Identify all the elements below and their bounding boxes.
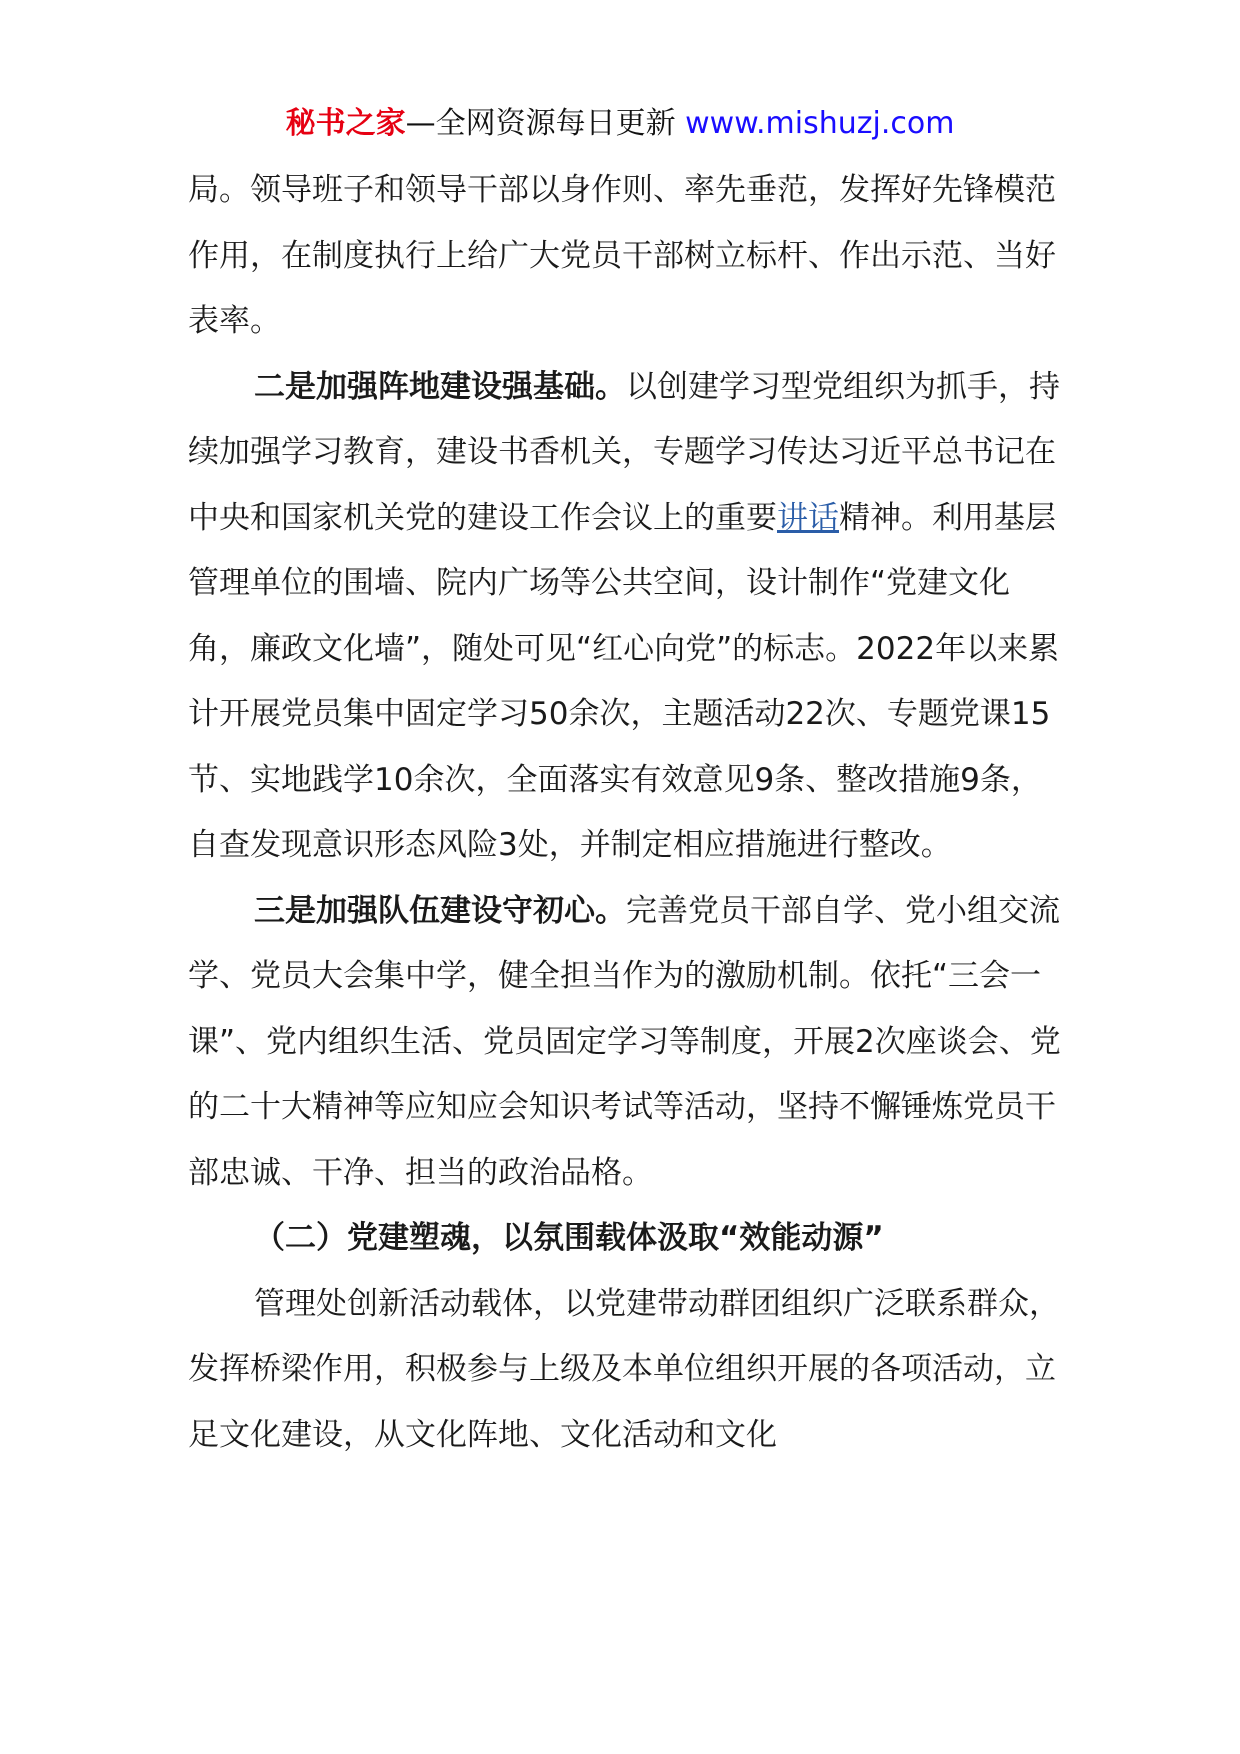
- paragraph-lead: 二是加强阵地建设强基础。: [254, 368, 626, 405]
- paragraph-position-building: [188, 355, 1068, 879]
- site-header: [0, 104, 1240, 144]
- paragraph-activity-carrier: 管理处创新活动载体，以党建带动群团组织广泛联系群众，发挥桥梁作用，积极参与上级及本单位组织开展的各项活动，立足文化建设，从文化阵地、文化活动和文化: [188, 1285, 1060, 1453]
- paragraph-continuation: 局。领导班子和领导干部以身作则、率先垂范，发挥好先锋模范作用，在制度执行上给广大党员干部树立标杆、作出示范、当好表率。: [188, 172, 1056, 339]
- paragraph-lead: 三是加强队伍建设守初心。: [254, 892, 626, 929]
- document-body: [188, 158, 1068, 1468]
- paragraph-text: 完善党员干部自学、党小组交流学、党员大会集中学，健全担当作为的激励机制。依托“三会一课”、党内组织生活、党员固定学习等制度，开展2次座谈会、党的二十大精神等应知应会知识考试等活动，坚持不懈锤炼党员干部忠诚、干净、担当的政治品格。: [188, 892, 1061, 1191]
- paragraph-text: 精神。利用基层管理单位的围墙、院内广场等公共空间，设计制作“党建文化角，廉政文化墙”，随处可见“红心向党”的标志。2022年以来累计开展党员集中固定学习50余次，主题活动22次、专题党课15节、实地践学10余次，全面落实有效意见9条、整改措施9条，自查发现意识形态风险3处，并制定相应措施进行整改。: [188, 499, 1060, 863]
- speech-link[interactable]: 讲话: [777, 499, 839, 536]
- site-url-link[interactable]: www.mishuzj.com: [685, 106, 955, 141]
- section-subheading: （二）党建塑魂，以氛围载体汲取“效能动源”: [254, 1220, 884, 1256]
- header-tagline: —全网资源每日更新: [405, 106, 676, 141]
- brand-name: 秘书之家: [285, 106, 406, 141]
- paragraph-text: 以创建学习型党组织为抓手，持续加强学习教育，建设书香机关，专题学习传达习近平总书记在中央和国家机关党的建设工作会议上的重要: [188, 368, 1060, 536]
- paragraph-team-building: [188, 879, 1068, 1207]
